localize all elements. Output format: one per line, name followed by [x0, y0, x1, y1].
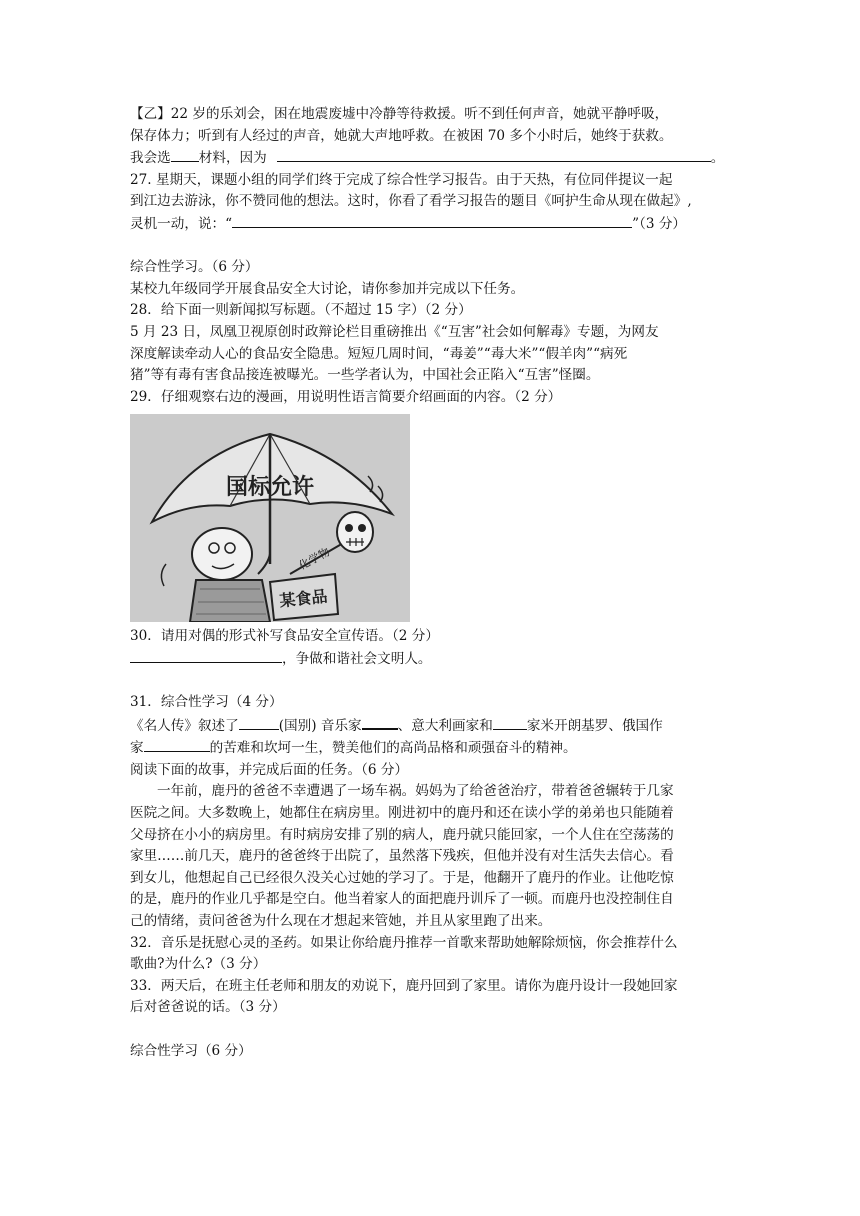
writer-blank[interactable]	[144, 737, 210, 752]
story-line: 父母挤在小小的病房里。有时病房安排了别的病人，鹿丹就只能回家，一个人住在空荡荡的	[130, 826, 674, 843]
stick-text: 化学物	[296, 545, 332, 573]
choose-material-line	[130, 147, 730, 170]
section-food-heading: 综合性学习。（6 分）	[130, 259, 259, 276]
story-line: 家里……前几天，鹿丹的爸爸终于出院了，虽然落下残疾，但他并没有对生活失去信心。看	[130, 848, 674, 865]
q31-text-a: 《名人传》叙述了	[130, 717, 239, 734]
q27-prefix: 灵机一动，说：“	[130, 215, 233, 232]
q27-line1: 27. 星期天，课题小组的同学们终于完成了综合性学习报告。由于天热，有位同伴提议一起	[130, 171, 673, 188]
q27-answer-blank[interactable]	[232, 213, 632, 228]
profession-blank[interactable]	[493, 715, 527, 730]
choose-end: 。	[710, 150, 725, 167]
q31-text-c: 、意大利画家和	[397, 717, 493, 734]
q28-news-line1: 5 月 23 日，凤凰卫视原创时政辩论栏目重磅推出《“互害”社会如何解毒》专题，为网友	[130, 323, 659, 340]
q30-slogan-line	[130, 648, 730, 671]
exam-page	[130, 104, 730, 1062]
material-answer-blank[interactable]	[171, 147, 199, 162]
passage-yi-line1: 【乙】22 岁的乐刘会，困在地震废墟中冷静等待救援。听不到任何声音，她就平静呼吸，	[130, 106, 669, 122]
q31-text-b: (国别) 音乐家	[278, 717, 362, 734]
passage-yi-line2: 保存体力；听到有人经过的声音，她就大声地呼救。在被困 70 多个小时后，她终于获救。	[130, 127, 673, 144]
q29-prompt: 29．仔细观察右边的漫画，用说明性语言简要介绍画面的内容。（2 分）	[130, 388, 562, 405]
musician-blank[interactable]	[362, 714, 398, 730]
q32-line2: 歌曲?为什么?（3 分）	[130, 956, 267, 973]
sign-text: 某食品	[278, 586, 329, 611]
story-line: 的是，鹿丹的作业几乎都是空白。他当着家人的面把鹿丹训斥了一顿。而鹿丹也没控制住自	[130, 891, 674, 908]
story-line: 己的情绪，责问爸爸为什么现在才想起来管她，并且从家里跑了出来。	[130, 913, 552, 930]
story-line: 医院之间。大多数晚上，她都住在病房里。刚进初中的鹿丹和还在读小学的弟弟也只能随着	[130, 805, 674, 822]
story-intro: 阅读下面的故事，并完成后面的任务。（6 分）	[130, 761, 409, 778]
choose-middle: 材料，因为	[198, 150, 267, 167]
nationality-blank[interactable]	[239, 715, 279, 730]
umbrella-text: 国标允许	[225, 475, 315, 501]
q28-news-line3: 猪”等有毒有害食品接连被曝光。一些学者认为，中国社会正陷入“互害”怪圈。	[130, 367, 600, 384]
story-line: 到女儿，他想起自己已经很久没关心过她的学习了。于是，他翻开了鹿丹的作业。让他吃惊	[130, 869, 674, 886]
q31-text-e: 家	[130, 740, 144, 757]
reason-answer-blank[interactable]	[277, 147, 711, 162]
q31-line2	[130, 737, 730, 760]
q27-suffix: ”（3 分）	[632, 215, 687, 232]
q31-text-d: 家米开朗基罗、俄国作	[526, 717, 663, 734]
q30-prompt: 30．请用对偶的形式补写食品安全宣传语。（2 分）	[130, 628, 439, 645]
q33-line2: 后对爸爸说的话。（3 分）	[130, 999, 286, 1016]
q31-heading: 31．综合性学习（4 分）	[130, 694, 283, 711]
cartoon-drawing	[130, 414, 410, 622]
q27-line3	[130, 213, 730, 236]
q28-news-line2: 深度解读牵动人心的食品安全隐患。短短几周时间，“毒姜”“毒大米”“假羊肉”“病死	[130, 345, 628, 362]
choose-prefix: 我会选	[130, 150, 171, 167]
story-line: 一年前，鹿丹的爸爸不幸遭遇了一场车祸。妈妈为了给爸爸治疗，带着爸爸辗转于几家	[157, 783, 674, 800]
q30-slogan-suffix: ，争做和谐社会文明人。	[282, 650, 432, 667]
q33-line1: 33．两天后，在班主任老师和朋友的劝说下，鹿丹回到了家里。请你为鹿丹设计一段她回家	[130, 977, 678, 994]
q31-line1	[130, 714, 730, 738]
q28-prompt: 28．给下面一则新闻拟写标题。（不超过 15 字）（2 分）	[130, 302, 472, 319]
q32-line1: 32．音乐是抚慰心灵的圣药。如果让你给鹿丹推荐一首歌来帮助她解除烦恼，你会推荐什么	[130, 934, 678, 951]
section-food-intro: 某校九年级同学开展食品安全大讨论，请你参加并完成以下任务。	[130, 280, 525, 297]
q27-line2: 到江边去游泳，你不赞同他的想法。这时，你看了看学习报告的题目《呵护生命从现在做起》,	[130, 193, 692, 210]
section-last-heading: 综合性学习（6 分）	[130, 1042, 252, 1059]
food-safety-cartoon	[130, 414, 410, 622]
q31-text-f: 的苦难和坎坷一生，赞美他们的高尚品格和顽强奋斗的精神。	[209, 740, 577, 757]
q30-answer-blank[interactable]	[130, 648, 282, 663]
